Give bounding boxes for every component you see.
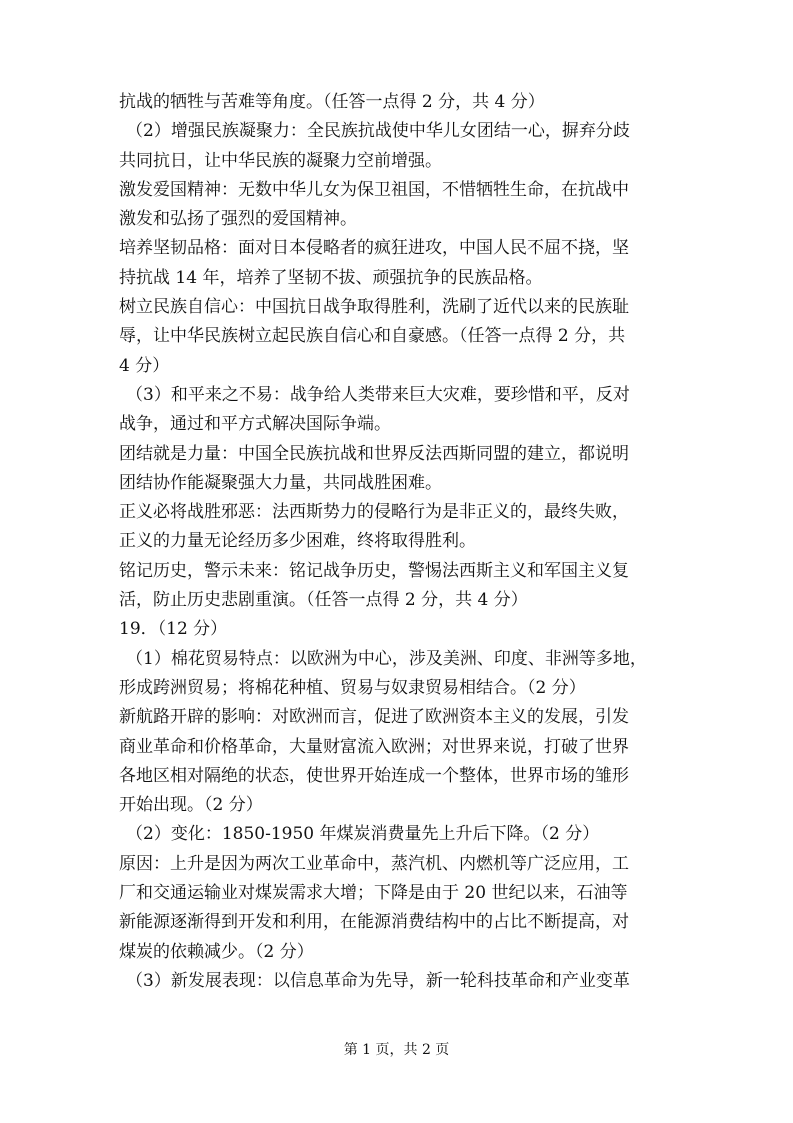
page-number-footer: 第 1 页，共 2 页 [343,1042,450,1058]
document-body [119,88,679,996]
text-line: 激发爱国精神：无数中华儿女为保卫祖国，不惜牺牲生命，在抗战中 [119,179,629,200]
text-line: （3）新发展表现：以信息革命为先导，新一轮科技革命和产业变革 [126,970,630,991]
text-line: 共同抗日，让中华民族的凝聚力空前增强。 [119,150,442,171]
text-line: 商业革命和价格革命，大量财富流入欧洲；对世界来说，打破了世界 [119,736,629,757]
text-line: 抗战的牺牲与苦难等角度。（任答一点得 2 分，共 4 分） [119,92,545,112]
text-line: 正义必将战胜邪恶：法西斯势力的侵略行为是非正义的，最终失败， [119,502,629,523]
text-line: 培养坚韧品格：面对日本侵略者的疯狂进攻，中国人民不屈不挠，坚 [119,238,629,259]
text-line: 辱，让中华民族树立起民族自信心和自豪感。（任答一点得 2 分，共 [119,326,626,347]
text-line: 形成跨洲贸易；将棉花种植、贸易与奴隶贸易相结合。（2 分） [119,677,586,698]
text-line: 团结就是力量：中国全民族抗战和世界反法西斯同盟的建立，都说明 [119,443,629,464]
text-line: （2）增强民族凝聚力：全民族抗战使中华儿女团结一心，摒弃分歧 [126,121,630,142]
text-line: 正义的力量无论经历多少困难，终将取得胜利。 [119,531,476,552]
text-line: 活，防止历史悲剧重演。（任答一点得 2 分，共 4 分） [119,590,528,611]
text-line: 4 分） [119,355,170,376]
text-line: 新能源逐渐得到开发和利用，在能源消费结构中的占比不断提高，对 [119,912,629,933]
text-line: 煤炭的依赖减少。（2 分） [119,941,314,962]
text-line: （2）变化：1850-1950 年煤炭消费量先上升后下降。（2 分） [126,824,600,845]
text-line: 19．（12 分） [119,619,228,640]
text-line: 持抗战 14 年，培养了坚韧不拔、顽强抗争的民族品格。 [119,267,543,288]
text-line: 各地区相对隔绝的状态，使世界开始连成一个整体，世界市场的雏形 [119,765,629,786]
text-line: 厂和交通运输业对煤炭需求大增；下降是由于 20 世纪以来，石油等 [119,883,628,904]
text-line: 开始出现。（2 分） [119,795,263,816]
text-line: （1）棉花贸易特点：以欧洲为中心，涉及美洲、印度、非洲等多地， [126,648,647,669]
text-line: 激发和弘扬了强烈的爱国精神。 [119,209,357,230]
text-line: （3）和平来之不易：战争给人类带来巨大灾难，要珍惜和平，反对 [126,384,630,405]
text-line: 团结协作能凝聚强大力量，共同战胜困难。 [119,472,442,493]
text-line: 原因：上升是因为两次工业革命中，蒸汽机、内燃机等广泛应用，工 [119,853,629,874]
text-line: 战争，通过和平方式解决国际争端。 [119,414,391,435]
text-line: 铭记历史，警示未来：铭记战争历史，警惕法西斯主义和军国主义复 [119,560,629,581]
text-line: 新航路开辟的影响：对欧洲而言，促进了欧洲资本主义的发展，引发 [119,707,629,728]
text-line: 树立民族自信心：中国抗日战争取得胜利，洗刷了近代以来的民族耻 [119,297,629,318]
